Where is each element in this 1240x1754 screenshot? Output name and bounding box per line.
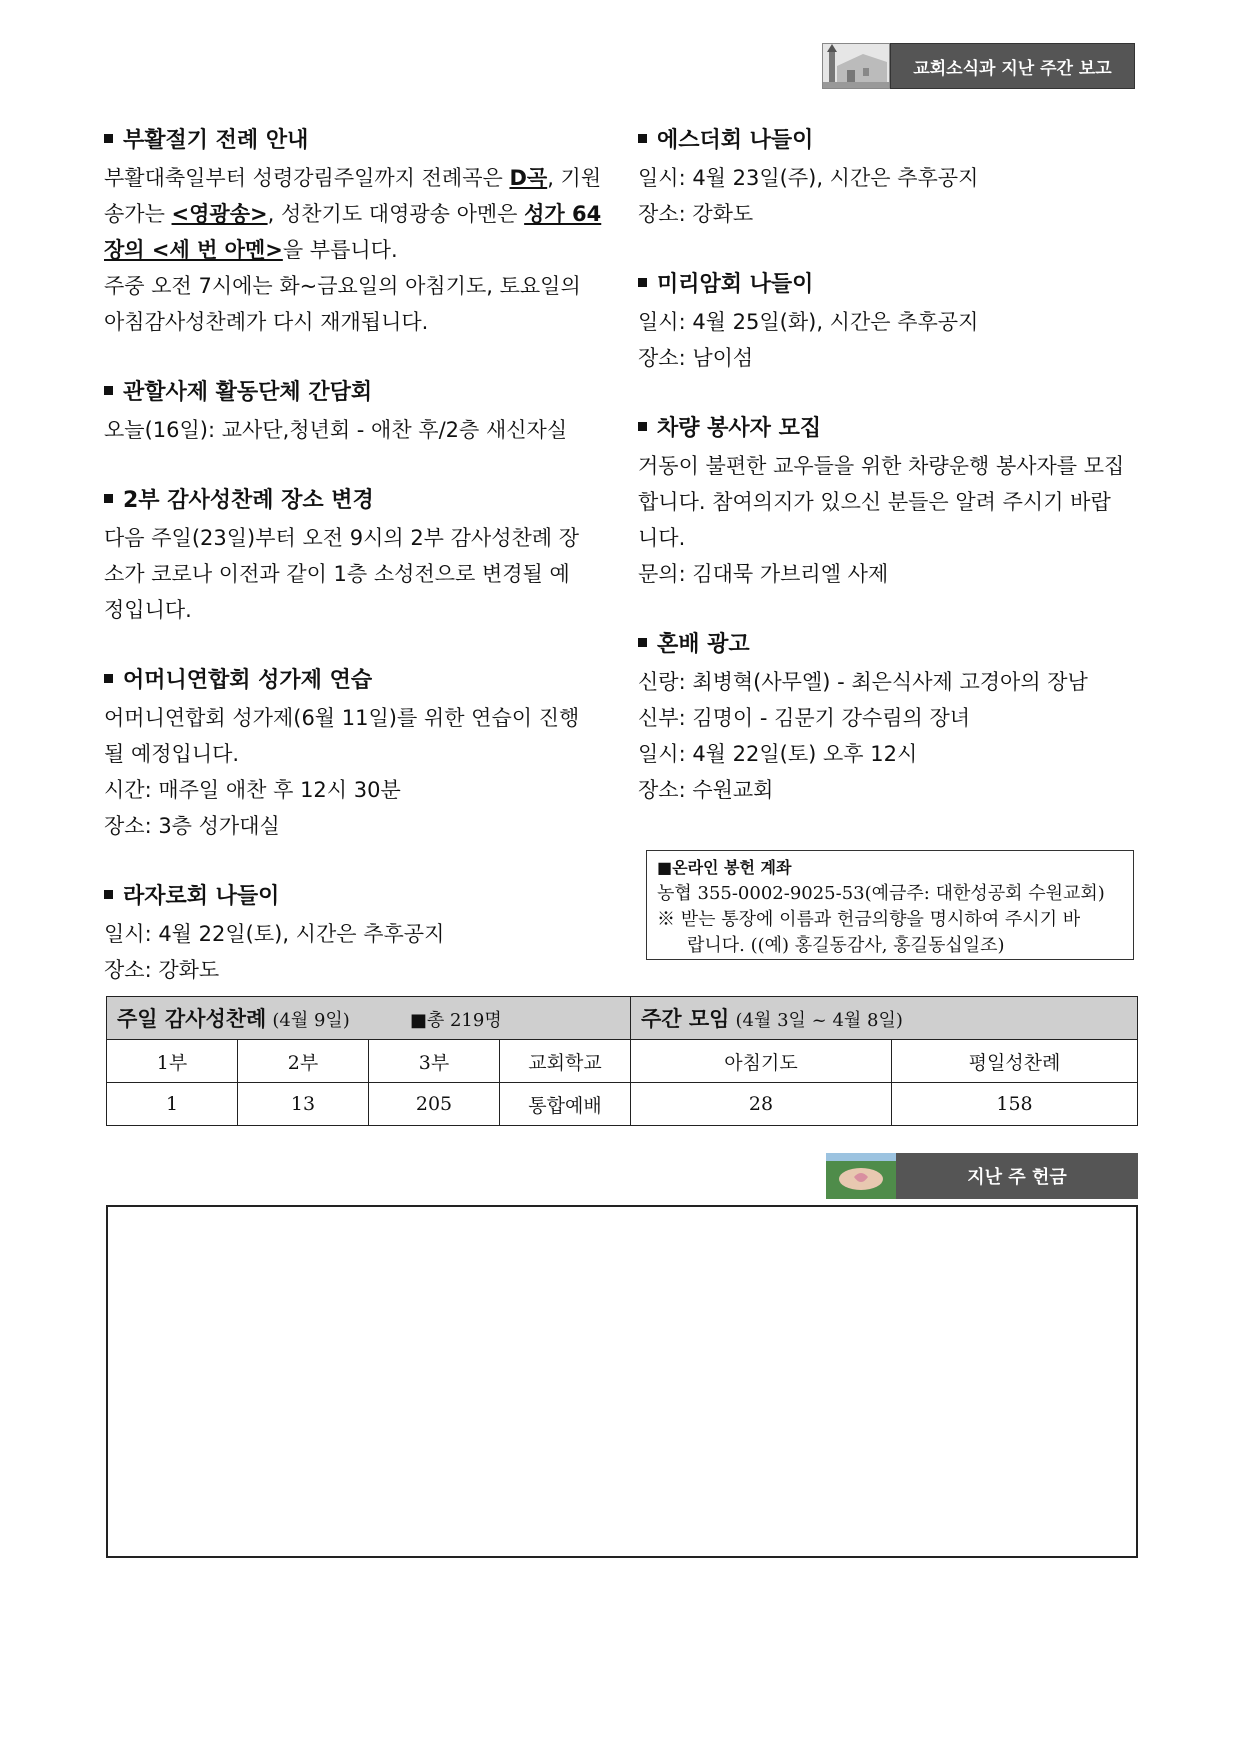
- square-bullet-icon: [104, 134, 113, 143]
- column-header: 평일성찬례: [892, 1040, 1138, 1083]
- table-cell: 28: [631, 1083, 892, 1126]
- table-row: [107, 1040, 1138, 1083]
- text-line: 장소: 강화도: [104, 958, 220, 982]
- vicar-meeting-notice: [104, 374, 609, 448]
- text-line: 신랑: 최병혁(사무엘) - 최은식사제 고경아의 장남: [638, 670, 1088, 694]
- text-line: 니다.: [638, 526, 686, 550]
- text-line: 송가는 <영광송>, 성찬기도 대영광송 아멘은 성가 64: [104, 202, 602, 226]
- header-title: 교회소식과 지난 주간 보고: [890, 43, 1135, 89]
- esther-outing-notice: [638, 122, 1138, 232]
- weekly-meeting-header: 주간 모임 (4월 3일 ~ 4월 8일): [631, 997, 1138, 1040]
- text-line: 부활대축일부터 성령강림주일까지 전례곡은 D곡, 기원: [104, 166, 602, 190]
- choir-practice-notice: [104, 662, 609, 844]
- column-header: 교회학교: [500, 1040, 631, 1083]
- text-line: 아침감사성찬례가 다시 재개됩니다.: [104, 310, 429, 334]
- text-line: 오늘(16일): 교사단,청년회 - 애찬 후/2층 새신자실: [104, 418, 568, 442]
- text-line: 장의 <세 번 아멘>을 부릅니다.: [104, 238, 398, 262]
- miriam-outing-notice: [638, 266, 1138, 376]
- text-line: 거동이 불편한 교우들을 위한 차량운행 봉사자를 모집: [638, 454, 1125, 478]
- account-note: ※ 받는 통장에 이름과 헌금의향을 명시하여 주시기 바: [657, 909, 1081, 930]
- text-line: 다음 주일(23일)부터 오전 9시의 2부 감사성찬례 장: [104, 526, 580, 550]
- text-line: 문의: 김대묵 가브리엘 사제: [638, 562, 889, 586]
- text-line: 주중 오전 7시에는 화~금요일의 아침기도, 토요일의: [104, 274, 581, 298]
- text-line: 소가 코로나 이전과 같이 1층 소성전으로 변경될 예: [104, 562, 570, 586]
- table-cell: 통합예배: [500, 1083, 631, 1126]
- wedding-notice: [638, 626, 1138, 808]
- text-line: 장소: 강화도: [638, 202, 754, 226]
- account-number: 농협 355-0002-9025-53(예금주: 대한성공회 수원교회): [657, 883, 1105, 904]
- table-cell: 205: [369, 1083, 500, 1126]
- right-column: [638, 122, 1138, 842]
- square-bullet-icon: [104, 890, 113, 899]
- text-line: 일시: 4월 25일(화), 시간은 추후공지: [638, 310, 979, 334]
- church-building-image: [822, 43, 890, 89]
- venue-change-notice: [104, 482, 609, 628]
- table-header-row: [107, 997, 1138, 1040]
- section-title: 차량 봉사자 모집: [638, 410, 1138, 448]
- offering-title: 지난 주 헌금: [896, 1153, 1138, 1199]
- section-title: 2부 감사성찬례 장소 변경: [104, 482, 609, 520]
- text-line: 어머니연합회 성가제(6월 11일)를 위한 연습이 진행: [104, 706, 580, 730]
- hands-heart-image: [826, 1153, 896, 1199]
- section-title: 부활절기 전례 안내: [104, 122, 609, 160]
- table-row: [107, 1083, 1138, 1126]
- text-line: 시간: 매주일 애찬 후 12시 30분: [104, 778, 401, 802]
- lazarus-outing-notice: [104, 878, 609, 988]
- driver-volunteer-notice: [638, 410, 1138, 592]
- text-line: 신부: 김명이 - 김문기 강수림의 장녀: [638, 706, 971, 730]
- square-bullet-icon: [104, 386, 113, 395]
- text-line: 일시: 4월 23일(주), 시간은 추후공지: [638, 166, 979, 190]
- left-column: [104, 122, 609, 1022]
- section-title: 에스더회 나들이: [638, 122, 1138, 160]
- account-title: ■온라인 봉헌 계좌: [657, 858, 792, 877]
- section-title: 관할사제 활동단체 간담회: [104, 374, 609, 412]
- text-line: 장소: 남이섬: [638, 346, 754, 370]
- text-line: 정입니다.: [104, 598, 192, 622]
- table-cell: 158: [892, 1083, 1138, 1126]
- table-cell: 1: [107, 1083, 238, 1126]
- easter-liturgy-notice: [104, 122, 609, 340]
- column-header: 1부: [107, 1040, 238, 1083]
- text-line: 일시: 4월 22일(토), 시간은 추후공지: [104, 922, 445, 946]
- text-line: 합니다. 참여의지가 있으신 분들은 알려 주시기 바랍: [638, 490, 1111, 514]
- sunday-service-header: 주일 감사성찬례 (4월 9일) ■총 219명: [107, 997, 631, 1040]
- section-title: 어머니연합회 성가제 연습: [104, 662, 609, 700]
- text-line: 장소: 수원교회: [638, 778, 774, 802]
- text-line: 될 예정입니다.: [104, 742, 240, 766]
- column-header: 아침기도: [631, 1040, 892, 1083]
- section-header: [822, 43, 1135, 89]
- text-line: 장소: 3층 성가대실: [104, 814, 280, 838]
- column-header: 2부: [238, 1040, 369, 1083]
- section-title: 미리암회 나들이: [638, 266, 1138, 304]
- square-bullet-icon: [104, 494, 113, 503]
- attendance-table: [106, 996, 1138, 1126]
- text-line: 일시: 4월 22일(토) 오후 12시: [638, 742, 918, 766]
- offering-header: [826, 1153, 1138, 1199]
- square-bullet-icon: [638, 638, 647, 647]
- column-header: 3부: [369, 1040, 500, 1083]
- account-note-cont: 랍니다. ((예) 홍길동감사, 홍길동십일조): [687, 935, 1005, 956]
- online-offering-account-box: [646, 850, 1134, 960]
- section-title: 라자로회 나들이: [104, 878, 609, 916]
- square-bullet-icon: [638, 134, 647, 143]
- section-title: 혼배 광고: [638, 626, 1138, 664]
- square-bullet-icon: [104, 674, 113, 683]
- table-cell: 13: [238, 1083, 369, 1126]
- offering-content-box: [106, 1205, 1138, 1558]
- square-bullet-icon: [638, 422, 647, 431]
- square-bullet-icon: [638, 278, 647, 287]
